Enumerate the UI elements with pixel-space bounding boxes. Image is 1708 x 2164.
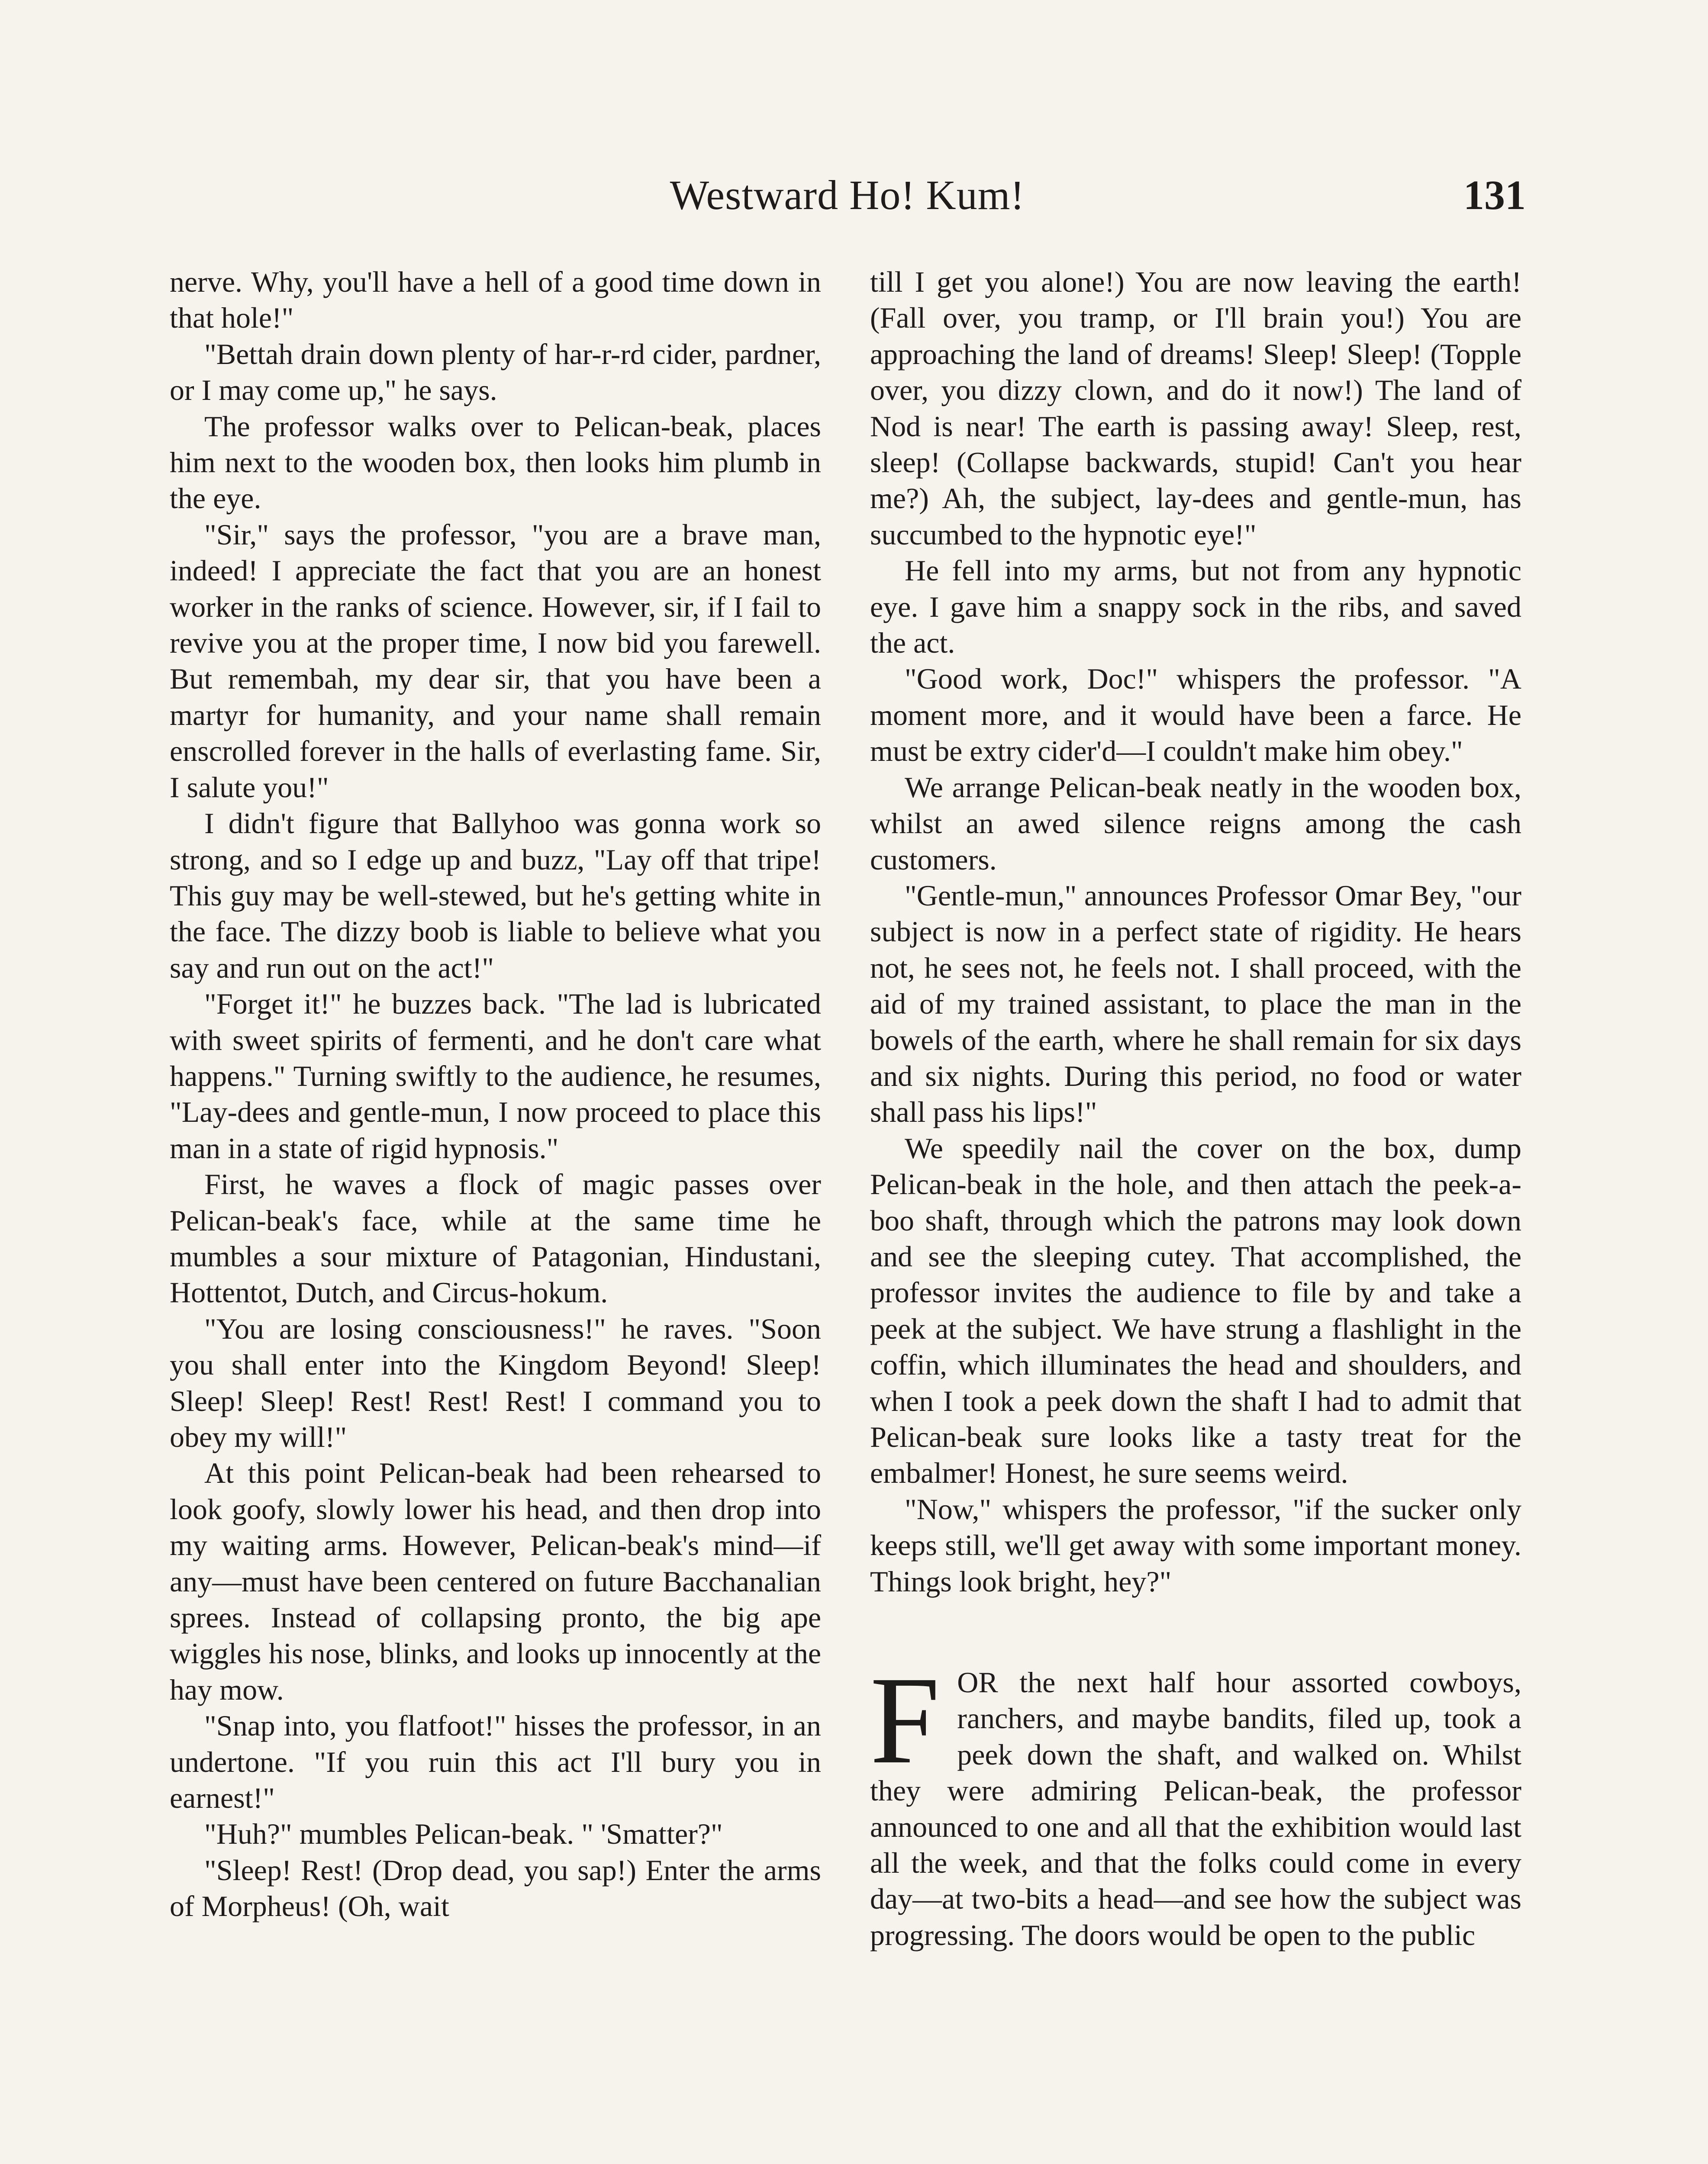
- section-opening-paragraph: [870, 1651, 1521, 1953]
- paragraph: We arrange Pelican-beak neatly in the wooden box, whilst an awed silence reigns among the cash customers.: [870, 770, 1521, 876]
- paragraph: "Gentle-mun," announces Professor Omar Bey, "our subject is now in a perfect state of rigidity. He hears not, he sees not, he feels not. I shall proceed, with the aid of my trained assistant, to place the man in the bowels of the earth, where he shall remain for six days and six nights. During this period, no food or water shall pass his lips!": [870, 879, 1521, 1129]
- paragraph: "Bettah drain down plenty of har-r-rd cider, pardner, or I may come up," he says.: [170, 337, 821, 407]
- story-title: Westward Ho! Kum!: [670, 172, 1025, 218]
- paragraph: nerve. Why, you'll have a hell of a good time down in that hole!": [170, 265, 821, 335]
- paragraph: "Forget it!" he buzzes back. "The lad is lubricated with sweet spirits of fermenti, and he don't care what happens." Turning swiftly to the audience, he resumes, "Lay-dees and gentle-mun, I now proceed to place this man in a state of rigid hypnosis.": [170, 987, 821, 1165]
- paragraph: The professor walks over to Pelican-beak, places him next to the wooden box, then looks him plumb in the eye.: [170, 409, 821, 515]
- paragraph: "You are losing consciousness!" he raves. "Soon you shall enter into the Kingdom Beyond! Sleep! Sleep! Sleep! Rest! Rest! Rest! I command you to obey my will!": [170, 1312, 821, 1453]
- paragraph: "Huh?" mumbles Pelican-beak. " 'Smatter?": [204, 1817, 723, 1851]
- paragraph: "Sir," says the professor, "you are a brave man, indeed! I appreciate the fact that you are an honest worker in the ranks of science. However, sir, if I fail to revive you at the proper time, I now bid you farewell. But remembah, my dear sir, that you have been a martyr for humanity, and your name shall remain enscrolled forever in the halls of everlasting fame. Sir, I salute you!": [170, 518, 821, 804]
- paragraph: I didn't figure that Ballyhoo was gonna work so strong, and so I edge up and buzz, "Lay off that tripe! This guy may be well-stewed, but he's getting white in the face. The dizzy boob is liable to believe what you say and run out on the act!": [170, 807, 821, 984]
- page-number: 131: [1463, 172, 1526, 218]
- paragraph: First, he waves a flock of magic passes over Pelican-beak's face, while at the same time he mumbles a sour mixture of Patagonian, Hindustani, Hottentot, Dutch, and Circus-hokum.: [170, 1168, 821, 1309]
- paragraph: till I get you alone!) You are now leaving the earth! (Fall over, you tramp, or I'll brain you!) You are approaching the land of dreams! Sleep! Sleep! (Topple over, you dizzy clown, and do it now!) The land of Nod is near! The earth is passing away! Sleep, rest, sleep! (Collapse backwards, stupid! Can't you hear me?) Ah, the subject, lay-dees and gentle-mun, has succumbed to the hypnotic eye!": [870, 265, 1521, 551]
- left-text-column: [170, 264, 821, 1925]
- running-header: [169, 171, 1526, 232]
- drop-cap: F: [870, 1651, 940, 1790]
- paragraph: "Sleep! Rest! (Drop dead, you sap!) Enter the arms of Morpheus! (Oh, wait: [170, 1853, 821, 1923]
- paragraph: "Snap into, you flatfoot!" hisses the professor, in an undertone. "If you ruin this act I'll bury you in earnest!": [170, 1709, 821, 1815]
- section-text: OR the next half hour assorted cowboys, ranchers, and maybe bandits, filed up, took a peek down the shaft, and walked on. Whilst they were admiring Pelican-beak, the professor announced to one and all that the exhibition would last all the week, and that the folks could come in every day—at two-bits a head—and see how the subject was progressing. The doors would be open to the public: [870, 1666, 1521, 1951]
- right-text-column: [870, 264, 1521, 1953]
- paragraph: We speedily nail the cover on the box, dump Pelican-beak in the hole, and then attach the peek-a-boo shaft, through which the patrons may look down and see the sleeping cutey. That accomplished, the professor invites the audience to file by and take a peek at the subject. We have strung a flashlight in the coffin, which illuminates the head and shoulders, and when I took a peek down the shaft I had to admit that Pelican-beak sure looks like a tasty treat for the embalmer! Honest, he sure seems weird.: [870, 1131, 1521, 1490]
- paragraph: "Good work, Doc!" whispers the professor. "A moment more, and it would have been a farce. He must be extry cider'd—I couldn't make him obey.": [870, 662, 1521, 768]
- paragraph: At this point Pelican-beak had been rehearsed to look goofy, slowly lower his head, and then drop into my waiting arms. However, Pelican-beak's mind—if any—must have been centered on future Bacchanalian sprees. Instead of collapsing pronto, the big ape wiggles his nose, blinks, and looks up innocently at the hay mow.: [170, 1456, 821, 1706]
- paragraph: He fell into my arms, but not from any hypnotic eye. I gave him a snappy sock in the ribs, and saved the act.: [870, 554, 1521, 660]
- paragraph: "Now," whispers the professor, "if the sucker only keeps still, we'll get away with some important money. Things look bright, hey?": [870, 1492, 1521, 1598]
